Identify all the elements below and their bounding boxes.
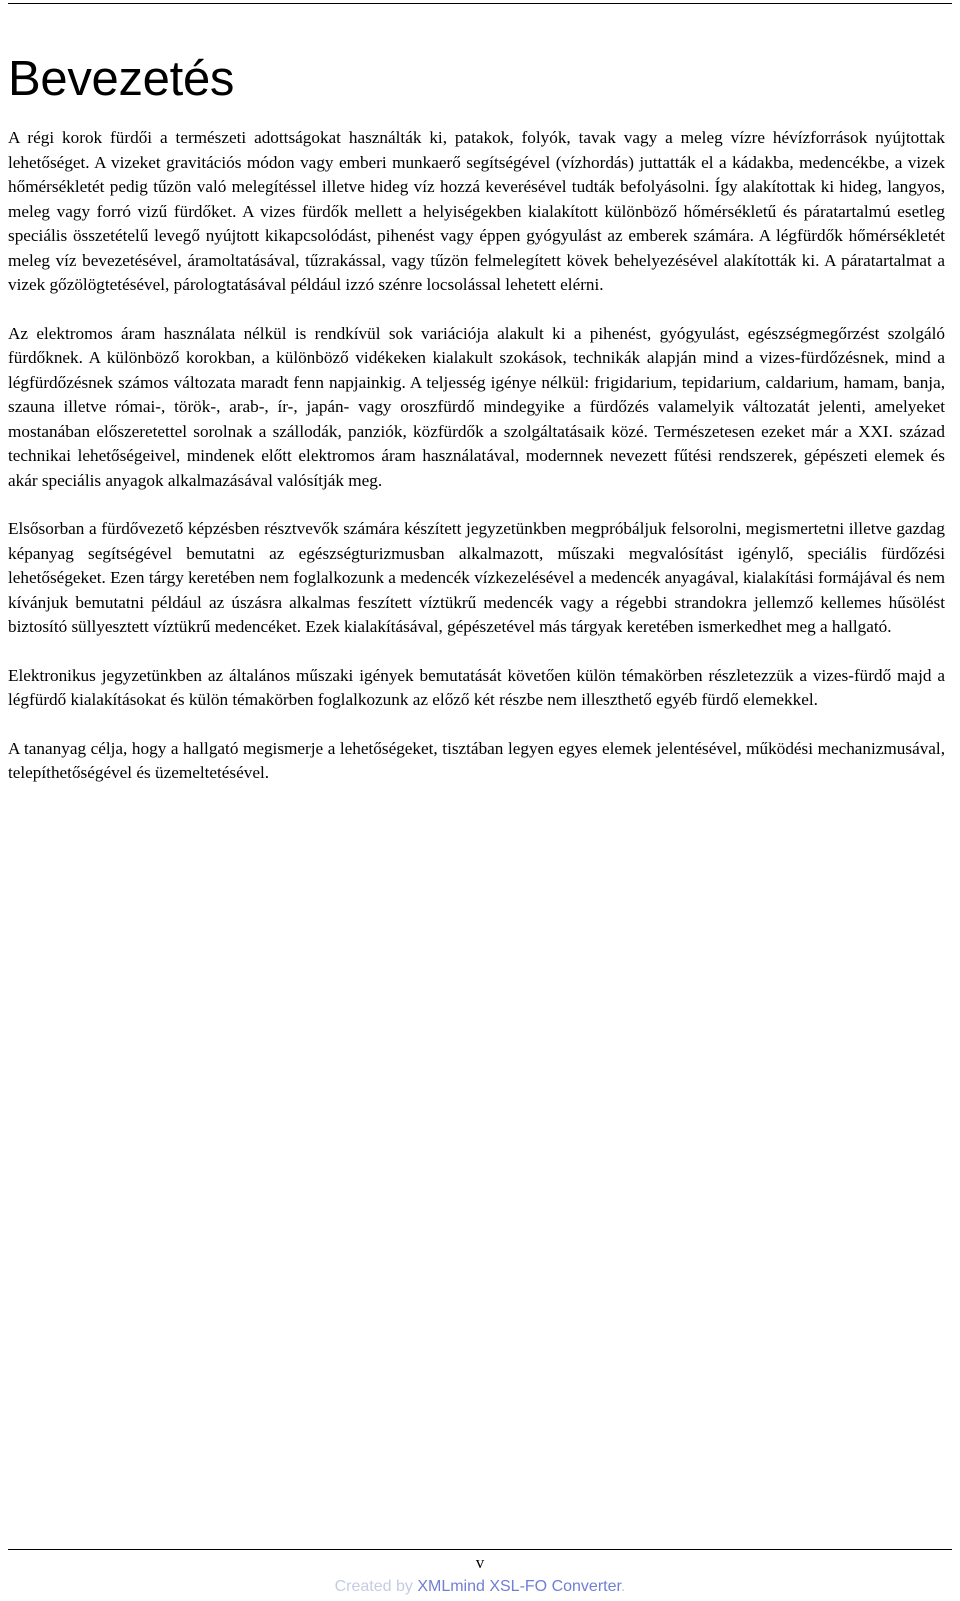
top-rule: [8, 3, 952, 4]
paragraph-5: A tananyag célja, hogy a hallgató megismerje a lehetőségeket, tisztában legyen egyes elemek jelentésével, működési mechanizmusával, telepíthetőségével és üzemeltetésével.: [8, 738, 945, 782]
bottom-rule: [8, 1549, 952, 1550]
credit-prefix: Created by: [334, 1578, 418, 1595]
page-title: Bevezetés: [8, 52, 235, 106]
paragraph-2: Az elektromos áram használata nélkül is rendkívül sok variációja alakult ki a pihenést, gyógyulást, egészségmegőrzést szolgáló fürdőknek. A különböző korokban, a különböző vidékeken kialakult szokások, technikák alapján mind a vizes-fürdőzésnek, mind a légfürdőzésnek számos változata maradt fenn napjainkig. A teljesség igénye nélkül: frigidarium, tepidarium, caldarium, hamam, banja, szauna illetve római-, török-, arab-, ír-, japán- vagy oroszfürdő mindegyike a fürdőzés valamelyik változatát jelenti, amelyeket mostanában előszeretettel sorolnak a szállodák, panziók, közfürdők a szolgáltatásaik közé. Természetesen ezeket már a XXI. század technikai lehetőségeivel, mindenek előtt elektromos áram használatával, modernnek nevezett fűtési rendszerek, gépészeti elemek és akár speciális anyagok alkalmazásával valósítják meg.: [8, 323, 945, 490]
converter-brand-link[interactable]: XMLmind XSL-FO Converter: [417, 1578, 621, 1595]
paragraph-4: Elektronikus jegyzetünkben az általános műszaki igények bemutatását követően külön témakörben részletezzük a vizes-fürdő majd a légfürdő kialakításokat és külön témakörben foglalkozunk az előző két részbe nem illeszthető egyéb fürdő elemekkel.: [8, 665, 945, 709]
paragraph-1: A régi korok fürdői a természeti adottságokat használták ki, patakok, folyók, tavak vagy a meleg vízre hévízforrások nyújtottak lehetőséget. A vizeket gravitációs módon vagy emberi munkaerő segítségével (vízhordás) juttatták el a kádakba, medencékbe, a vizek hőmérsékletét pedig tűzön való melegítéssel illetve hideg víz hozzá keverésével tudták befolyásolni. Így alakítottak ki hideg, langyos, meleg vagy forró vizű fürdőket. A vizes fürdők mellett a helyiségekben kialakított különböző hőmérsékletű és páratartalmú esetleg speciális összetételű levegő nyújtott kikapcsolódást, pihenést vagy éppen gyógyulást az emberek számára. A légfürdők hőmérsékletét meleg víz bevezetésével, áramoltatásával, tűzrakással, vagy tűzön felmelegített kövek behelyezésével alakították ki. A páratartalmat a vizek gőzölögtetésével, párologtatásával például izzó szénre locsolással lehetett elérni.: [8, 128, 945, 294]
paragraph-3: Elsősorban a fürdővezető képzésben résztvevők számára készített jegyzetünkben megpróbáljuk felsorolni, megismertetni illetve gazdag képanyag segítségével bemutatni az egészségturizmusban alkalmazott, műszaki megvalósítást igénylő, speciális fürdőzési lehetőségeket. Ezen tárgy keretében nem foglalkozunk a medencék vízkezelésével a medencék anyagával, kialakítási formájával és nem kívánjuk bemutatni például az úszásra alkalmas feszített víztükrű medencék vagy a régebbi strandokra jellemző kellemes hűsölést biztosító süllyesztett víztükrű medencéket. Ezek kialakításával, gépészetével más tárgyak keretében ismerkedhet meg a hallgató.: [8, 519, 945, 636]
credit-suffix: .: [620, 1578, 626, 1595]
page-number: v: [475, 1553, 485, 1572]
converter-credit: [0, 1577, 960, 1597]
document-body: [8, 42, 945, 810]
